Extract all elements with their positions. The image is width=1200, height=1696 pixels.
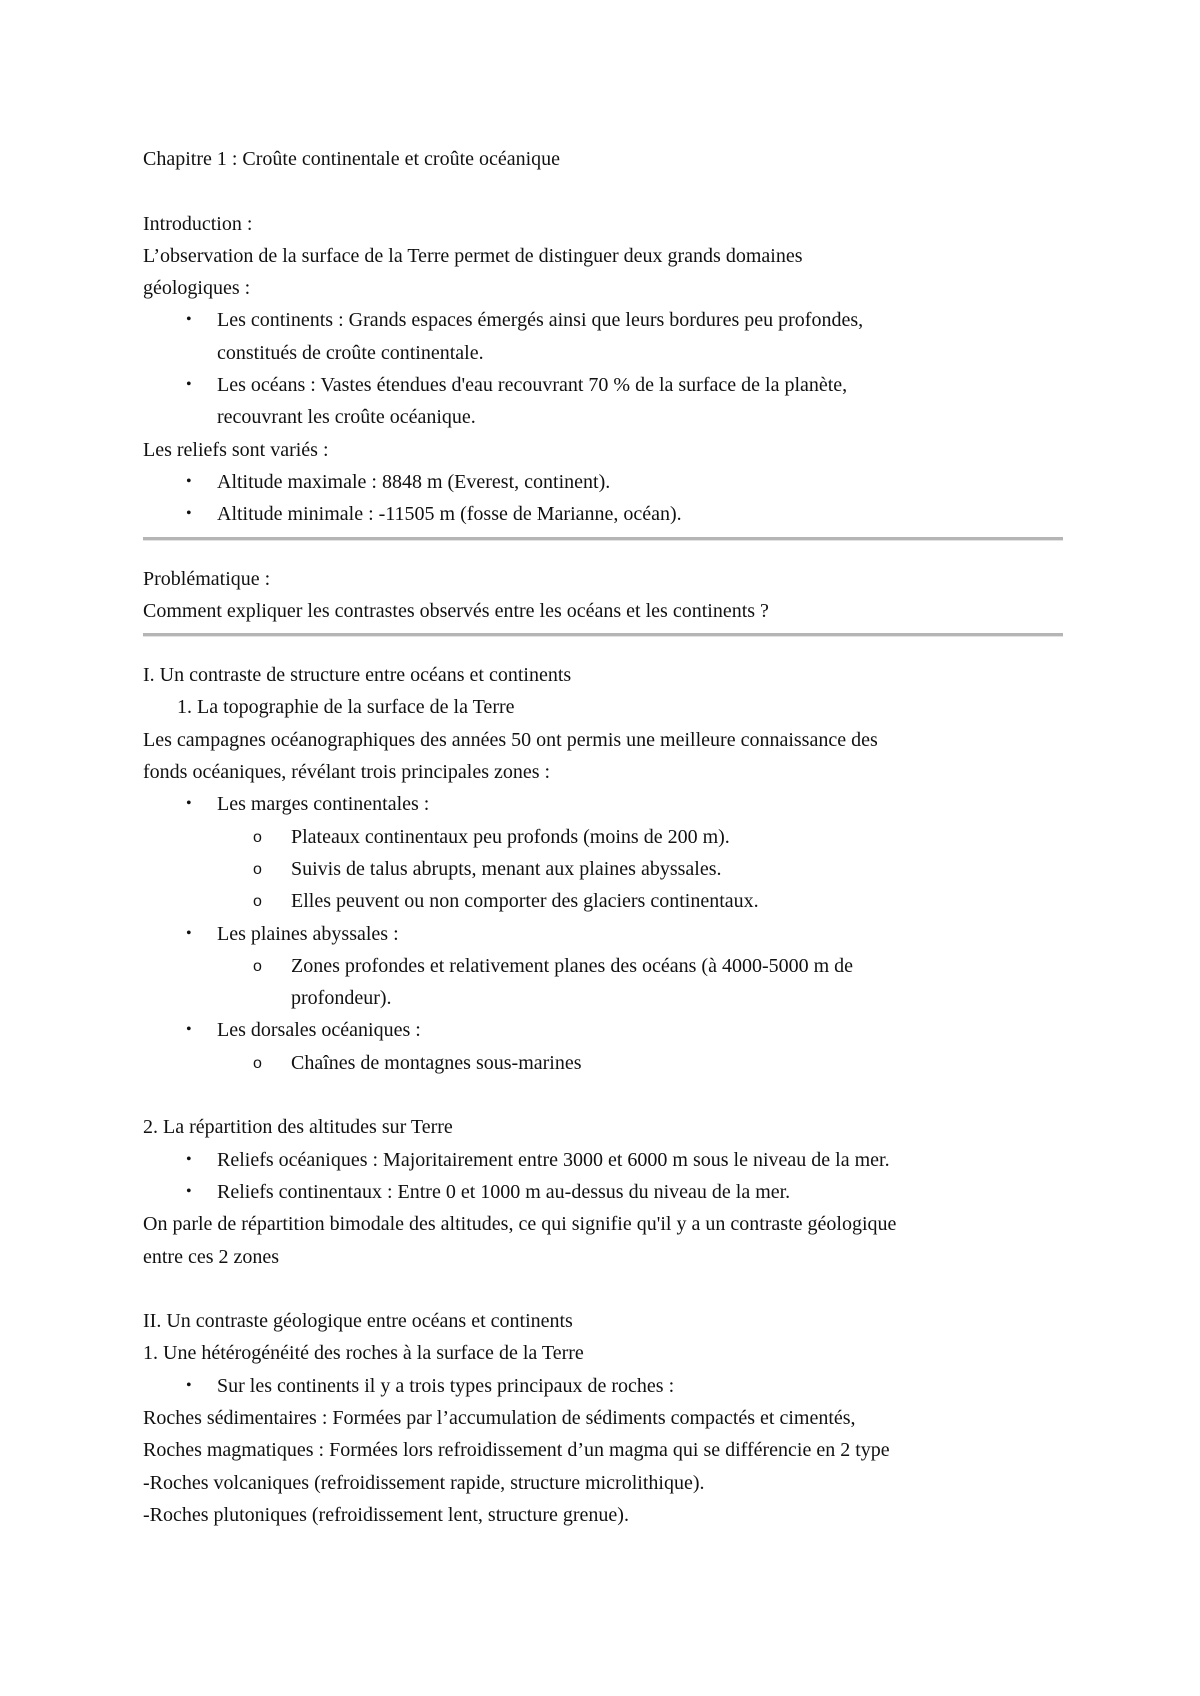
paragraph-line: Roches sédimentaires : Formées par l’accumulation de sédiments compactés et cimentés, (143, 1406, 856, 1429)
reliefs-heading: Les reliefs sont variés : (143, 438, 329, 461)
list-item (143, 788, 1063, 820)
rocks-list (143, 1370, 1063, 1402)
list-item-text: Les continents : Grands espaces émergés ainsi que leurs bordures peu profondes, (217, 309, 864, 332)
list-item (143, 918, 1063, 950)
list-item-text: Les marges continentales : (217, 793, 430, 816)
document-page (143, 143, 1063, 1531)
bullet-icon: • (186, 472, 192, 490)
sub-list-item-text: Elles peuvent ou non comporter des glaciers continentaux. (291, 890, 759, 913)
list-item-text: Reliefs océaniques : Majoritairement entre 3000 et 6000 m sous le niveau de la mer. (217, 1148, 890, 1171)
list-item-text: Altitude maximale : 8848 m (Everest, continent). (217, 470, 611, 493)
list-item (143, 1176, 1063, 1208)
bullet-icon: • (186, 1150, 192, 1168)
paragraph-line: On parle de répartition bimodale des altitudes, ce qui signifie qu'il y a un contraste géologique (143, 1213, 897, 1236)
altitudes-list (143, 1144, 1063, 1209)
reliefs-list (143, 466, 1063, 531)
list-item-text: constitués de croûte continentale. (217, 341, 484, 364)
paragraph-line: Les campagnes océanographiques des années 50 ont permis une meilleure connaissance des (143, 728, 878, 751)
list-item-text: Les dorsales océaniques : (217, 1019, 421, 1042)
paragraph-line: Roches magmatiques : Formées lors refroidissement d’un magma qui se différencie en 2 type (143, 1439, 890, 1462)
bullet-icon: • (186, 1376, 192, 1394)
list-item (143, 1144, 1063, 1176)
spacer (143, 1273, 1063, 1305)
sub-list (143, 1047, 1063, 1079)
list-item-text: Reliefs continentaux : Entre 0 et 1000 m au-dessus du niveau de la mer. (217, 1180, 791, 1203)
paragraph-line: fonds océaniques, révélant trois principales zones : (143, 761, 551, 784)
intro-text-line: L’observation de la surface de la Terre permet de distinguer deux grands domaines (143, 244, 803, 267)
paragraph-line: entre ces 2 zones (143, 1245, 280, 1268)
bullet-icon: • (186, 1182, 192, 1200)
chapter-title: Chapitre 1 : Croûte continentale et croûte océanique (143, 148, 561, 170)
list-item (143, 369, 1063, 434)
section-heading: II. Un contraste géologique entre océans et continents (143, 1310, 573, 1333)
subsection-heading: 1. Une hétérogénéité des roches à la surface de la Terre (143, 1342, 584, 1365)
list-item-text: Les plaines abyssales : (217, 922, 399, 945)
bullet-icon: • (186, 505, 192, 523)
list-item (143, 466, 1063, 498)
sub-list (143, 950, 1063, 1015)
spacer (143, 1079, 1063, 1111)
list-item-text: Les océans : Vastes étendues d'eau recouvrant 70 % de la surface de la planète, (217, 374, 848, 397)
sub-list-item (143, 885, 1063, 917)
subsection-heading: 1. La topographie de la surface de la Terre (177, 696, 515, 719)
divider (143, 531, 1063, 563)
bullet-icon: • (186, 924, 192, 942)
sub-list-item (143, 853, 1063, 885)
zones-list (143, 918, 1063, 950)
sub-list-item-text: Plateaux continentaux peu profonds (moins de 200 m). (291, 825, 730, 848)
domains-list (143, 304, 1063, 433)
circle-bullet-icon: o (253, 893, 262, 911)
sub-list-item (143, 1047, 1063, 1079)
subsection-heading: 2. La répartition des altitudes sur Terre (143, 1116, 453, 1139)
sub-list-item (143, 821, 1063, 853)
list-item (143, 498, 1063, 530)
circle-bullet-icon: o (253, 828, 262, 846)
list-item (143, 1370, 1063, 1402)
sub-list-item-text: Suivis de talus abrupts, menant aux plaines abyssales. (291, 857, 722, 880)
list-item (143, 304, 1063, 369)
list-item-text: Altitude minimale : -11505 m (fosse de Marianne, océan). (217, 503, 682, 526)
intro-heading: Introduction : (143, 212, 253, 235)
zones-list (143, 788, 1063, 820)
bullet-icon: • (186, 795, 192, 813)
zones-list (143, 1014, 1063, 1046)
circle-bullet-icon: o (253, 957, 262, 975)
section-heading: I. Un contraste de structure entre océans et continents (143, 664, 572, 687)
sub-list-item-text: Chaînes de montagnes sous-marines (291, 1051, 582, 1074)
problematique-question: Comment expliquer les contrastes observés entre les océans et les continents ? (143, 599, 769, 622)
sub-list-item (143, 950, 1063, 1015)
sub-list (143, 821, 1063, 918)
bullet-icon: • (186, 376, 192, 394)
list-item-text: Sur les continents il y a trois types principaux de roches : (217, 1374, 675, 1397)
list-item-text: recouvrant les croûte océanique. (217, 406, 476, 429)
paragraph-line: -Roches plutoniques (refroidissement lent, structure grenue). (143, 1503, 629, 1526)
bullet-icon: • (186, 1021, 192, 1039)
sub-list-item-text: profondeur). (291, 987, 392, 1010)
paragraph-line: -Roches volcaniques (refroidissement rapide, structure microlithique). (143, 1471, 705, 1494)
circle-bullet-icon: o (253, 860, 262, 878)
sub-list-item-text: Zones profondes et relativement planes des océans (à 4000-5000 m de (291, 954, 854, 977)
spacer (143, 175, 1063, 207)
bullet-icon: • (186, 311, 192, 329)
intro-text-line: géologiques : (143, 277, 251, 300)
divider (143, 627, 1063, 659)
problematique-heading: Problématique : (143, 567, 271, 590)
circle-bullet-icon: o (253, 1054, 262, 1072)
list-item (143, 1014, 1063, 1046)
